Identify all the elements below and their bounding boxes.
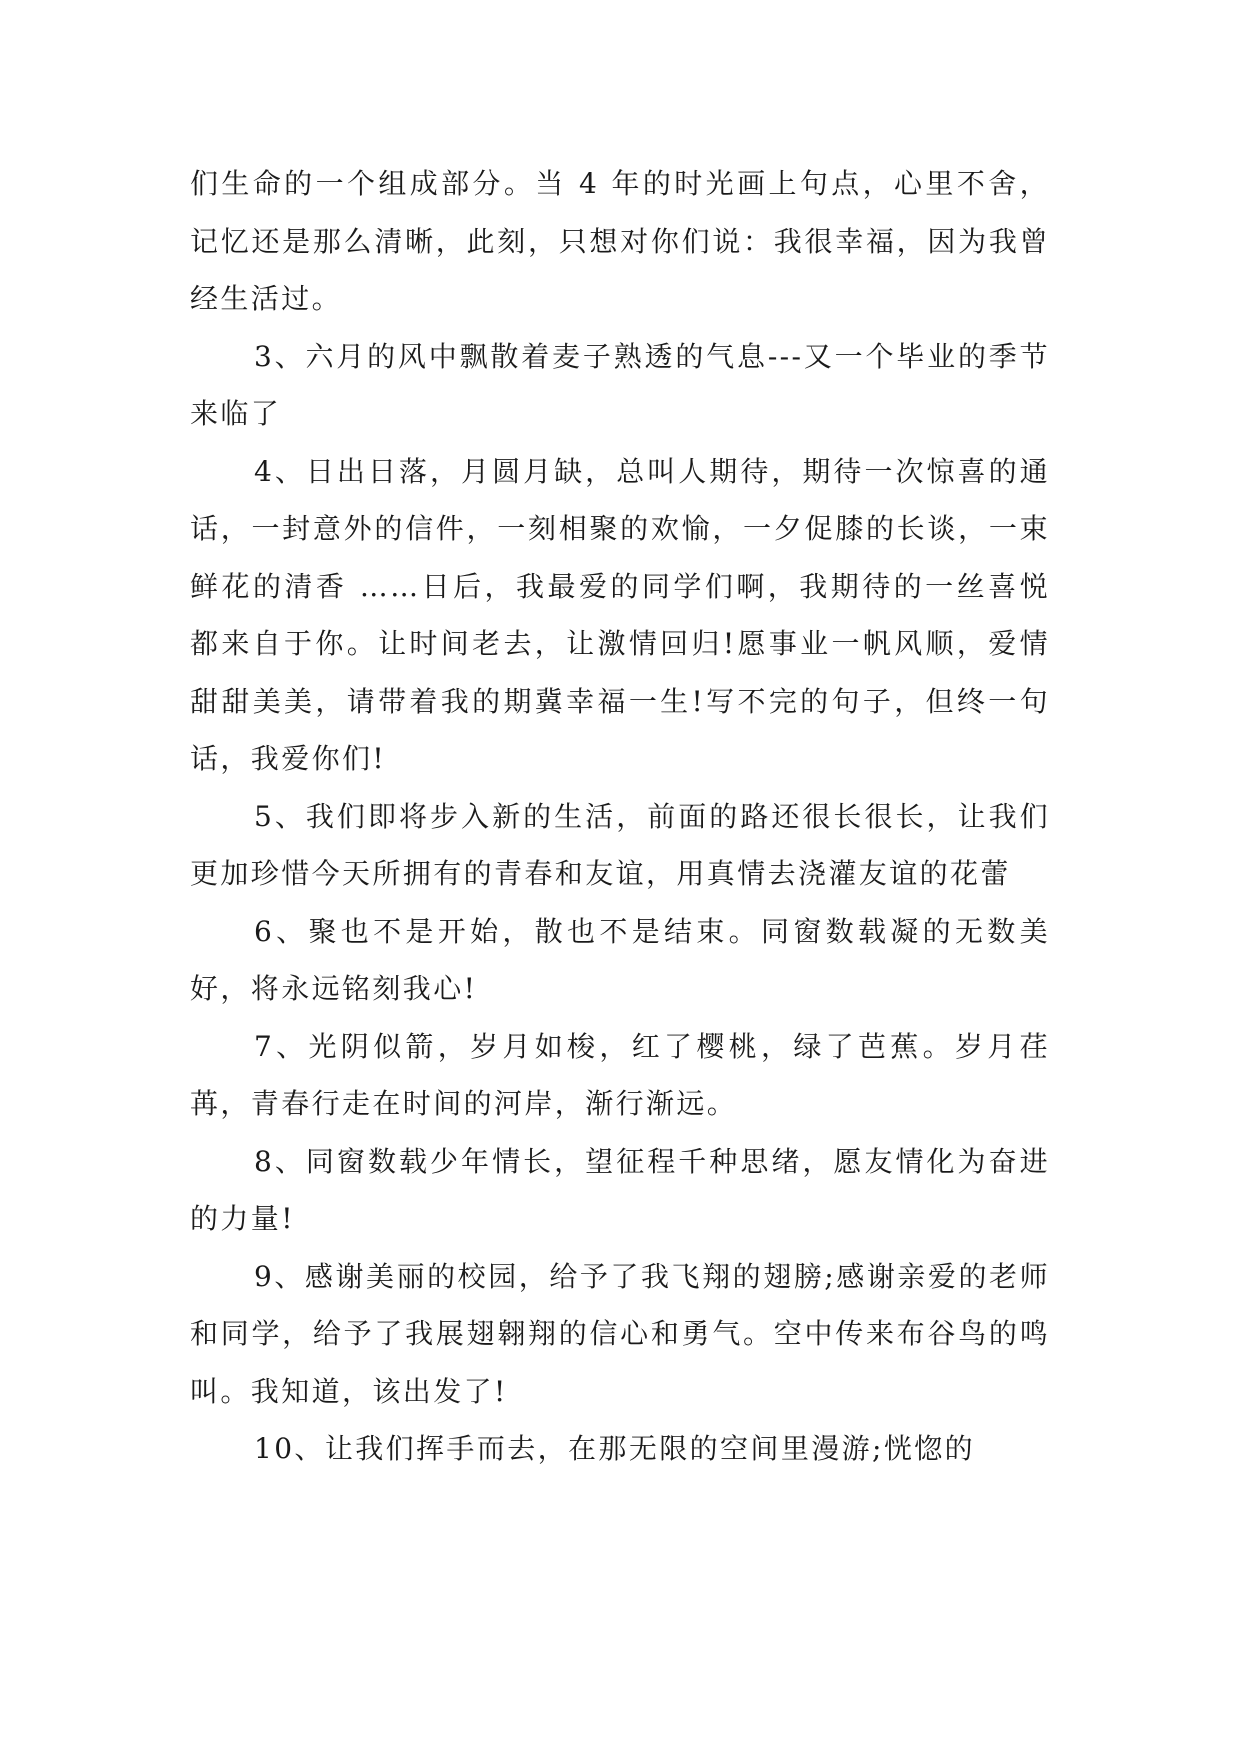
document-body — [190, 155, 1050, 1478]
paragraph-item-9: 9、感谢美丽的校园，给予了我飞翔的翅膀;感谢亲爱的老师和同学，给予了我展翅翱翔的信心和勇气。空中传来布谷鸟的鸣叫。我知道，该出发了! — [190, 1259, 1050, 1408]
paragraph-item-4: 4、日出日落，月圆月缺，总叫人期待，期待一次惊喜的通话，一封意外的信件，一刻相聚的欢愉，一夕促膝的长谈，一束鲜花的清香 ……日后，我最爱的同学们啊，我期待的一丝喜悦都来自于你。让时间老去，让激情回归!愿事业一帆风顺，爱情甜甜美美，请带着我的期冀幸福一生!写不完的句子，但终一句话，我爱你们! — [190, 454, 1050, 775]
paragraph-item-6: 6、聚也不是开始，散也不是结束。同窗数载凝的无数美好，将永远铭刻我心! — [190, 914, 1050, 1005]
paragraph-item-7: 7、光阴似箭，岁月如梭，红了樱桃，绿了芭蕉。岁月荏苒，青春行走在时间的河岸，渐行渐远。 — [190, 1029, 1050, 1120]
paragraph-item-8: 8、同窗数载少年情长，望征程千种思绪，愿友情化为奋进的力量! — [190, 1144, 1050, 1235]
paragraph-item-10: 10、让我们挥手而去，在那无限的空间里漫游;恍惚的 — [254, 1432, 976, 1465]
paragraph-continued: 们生命的一个组成部分。当 4 年的时光画上句点，心里不舍，记忆还是那么清晰，此刻，只想对你们说：我很幸福，因为我曾经生活过。 — [190, 167, 1050, 315]
paragraph-item-5: 5、我们即将步入新的生活，前面的路还很长很长，让我们更加珍惜今天所拥有的青春和友谊，用真情去浇灌友谊的花蕾 — [190, 799, 1050, 890]
paragraph-item-3: 3、六月的风中飘散着麦子熟透的气息---又一个毕业的季节来临了 — [190, 339, 1050, 430]
